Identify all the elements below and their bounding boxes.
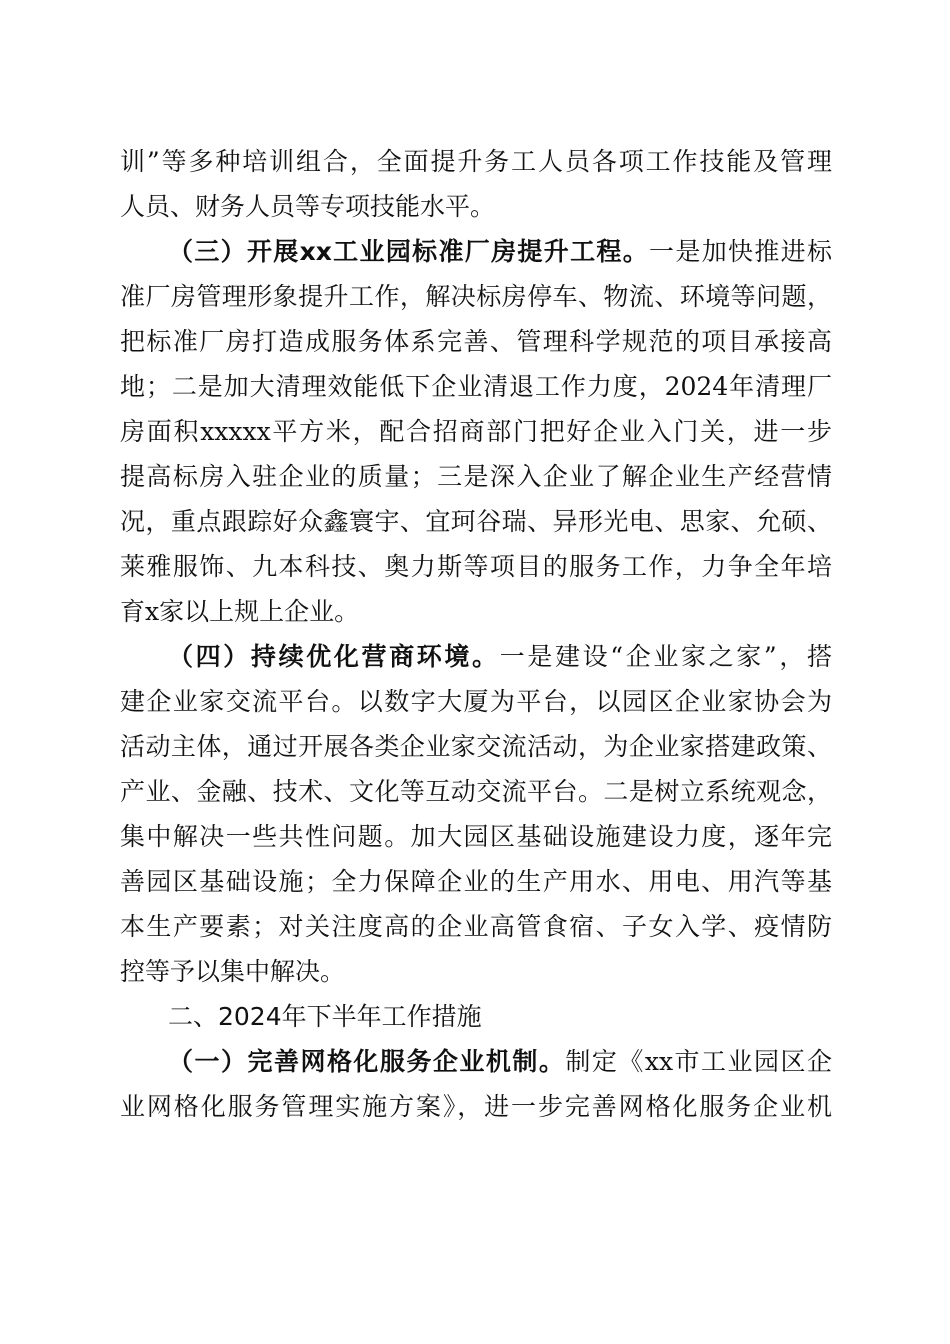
text-line: 地；二是加大清理效能低下企业清退工作力度，2024年清理厂 bbox=[120, 372, 832, 401]
paragraph-first-line bbox=[168, 1040, 832, 1084]
paragraph-first-line-text: 一是加快推进标 bbox=[649, 237, 832, 266]
text-line: 训”等多种培训组合，全面提升务工人员各项工作技能及管理 bbox=[120, 147, 832, 176]
text-line: 集中解决一些共性问题。加大园区基础设施建设力度，逐年完 bbox=[120, 822, 832, 851]
paragraph-lead-heading: （一）完善网格化服务企业机制。 bbox=[168, 1047, 566, 1076]
text-line: 业网格化服务管理实施方案》，进一步完善网格化服务企业机 bbox=[120, 1092, 832, 1121]
text-line: 本生产要素；对关注度高的企业高管食宿、子女入学、疫情防 bbox=[120, 912, 832, 941]
text-line: 提高标房入驻企业的质量；三是深入企业了解企业生产经营情 bbox=[120, 462, 832, 491]
text-line: 况，重点跟踪好众鑫寰宇、宜珂谷瑞、异形光电、思家、允硕、 bbox=[120, 507, 832, 536]
paragraph-lead-heading: （四）持续优化营商环境。 bbox=[168, 642, 500, 671]
text-line: 善园区基础设施；全力保障企业的生产用水、用电、用汽等基 bbox=[120, 867, 832, 896]
text-line: 活动主体，通过开展各类企业家交流活动，为企业家搭建政策、 bbox=[120, 732, 832, 761]
paragraph-first-line-text: 制定《xx市工业园区企 bbox=[565, 1047, 832, 1076]
paragraph-first-line-text: 一是建设“企业家之家”，搭 bbox=[499, 642, 832, 671]
text-line: 产业、金融、技术、文化等互动交流平台。二是树立系统观念， bbox=[120, 777, 832, 806]
text-line: 育x家以上规上企业。 bbox=[120, 597, 360, 626]
paragraph-first-line bbox=[168, 635, 832, 679]
text-line: 把标准厂房打造成服务体系完善、管理科学规范的项目承接高 bbox=[120, 327, 832, 356]
section-heading: 二、2024年下半年工作措施 bbox=[168, 1002, 482, 1031]
text-line: 房面积xxxxx平方米，配合招商部门把好企业入门关，进一步 bbox=[120, 417, 832, 446]
paragraph-lead-heading: （三）开展xx工业园标准厂房提升工程。 bbox=[168, 237, 650, 266]
paragraph-first-line bbox=[168, 230, 832, 274]
text-line: 建企业家交流平台。以数字大厦为平台，以园区企业家协会为 bbox=[120, 687, 832, 716]
text-line: 控等予以集中解决。 bbox=[120, 957, 346, 986]
text-line: 准厂房管理形象提升工作，解决标房停车、物流、环境等问题， bbox=[120, 282, 832, 311]
text-line: 人员、财务人员等专项技能水平。 bbox=[120, 192, 496, 221]
text-line: 莱雅服饰、九本科技、奥力斯等项目的服务工作，力争全年培 bbox=[120, 552, 832, 581]
